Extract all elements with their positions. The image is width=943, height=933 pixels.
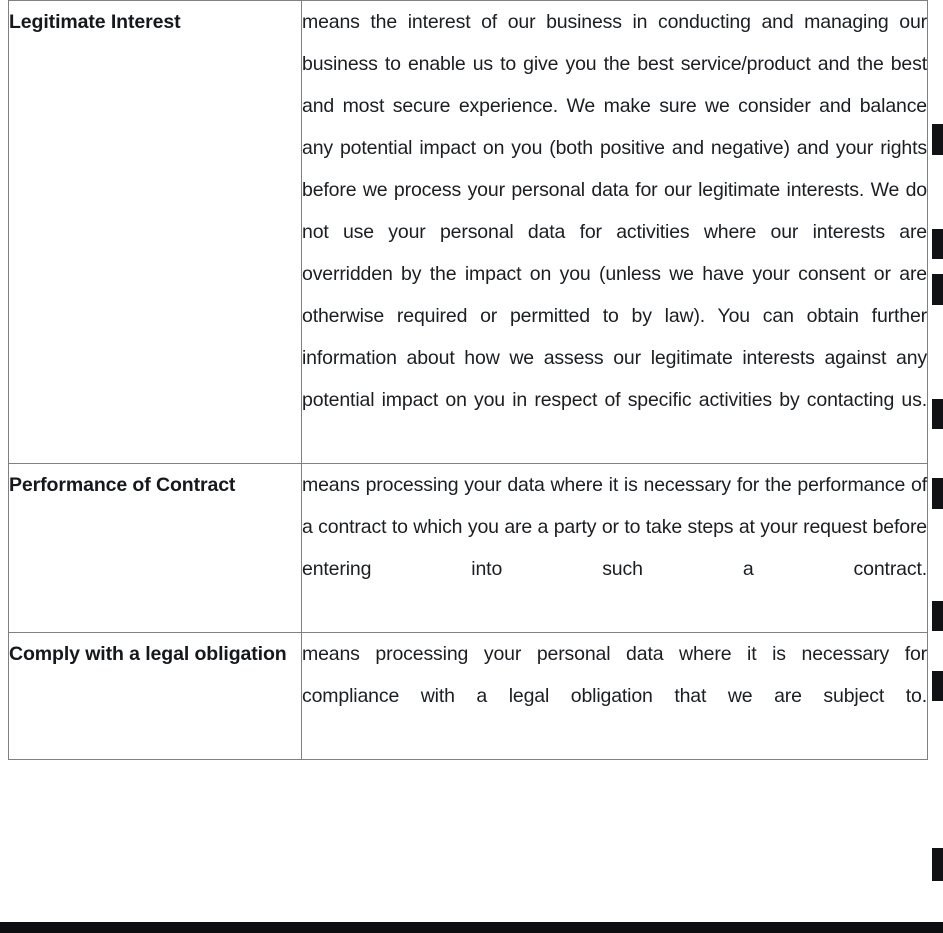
term-label: Comply with a legal obligation [9, 643, 287, 665]
definition-text: means processing your personal data where it is necessary for compliance with a legal obligation that we are subject to. [302, 643, 927, 707]
table-row [9, 464, 928, 633]
table-row [9, 633, 928, 760]
scan-artifact-column [927, 0, 943, 933]
definition-cell-legitimate-interest [302, 1, 928, 464]
page-bottom-edge-bar [0, 922, 943, 933]
term-cell-performance-of-contract [9, 464, 302, 633]
scan-artifact-mark [932, 274, 943, 305]
scan-artifact-mark [932, 124, 943, 155]
table-row [9, 1, 928, 464]
scan-artifact-mark [932, 848, 943, 881]
term-cell-legitimate-interest [9, 1, 302, 464]
term-cell-comply-with-a-legal-obligation [9, 633, 302, 760]
scan-artifact-mark [932, 671, 943, 701]
page-left-margin [0, 0, 7, 922]
definition-cell-performance-of-contract [302, 464, 928, 633]
table-body [9, 1, 928, 760]
definitions-table [8, 0, 928, 760]
definition-text: means the interest of our business in conducting and managing our business to enable us to give you the best service/product and the best and most secure experience. We make sure we consider and balance any potential impact on you (both positive and negative) and your rights before we process your personal data for our legitimate interests. We do not use your personal data for activities where our interests are overridden by the impact on you (unless we have your consent or are otherwise required or permitted to by law). You can obtain further information about how we assess our legitimate interests against any potential impact on you in respect of specific activities by contacting us. [302, 11, 927, 411]
scan-artifact-mark [932, 229, 943, 259]
scan-artifact-mark [932, 399, 943, 429]
term-label: Legitimate Interest [9, 11, 181, 33]
term-label: Performance of Contract [9, 474, 236, 496]
definition-cell-comply-with-a-legal-obligation [302, 633, 928, 760]
scan-artifact-mark [932, 601, 943, 631]
definition-text: means processing your data where it is necessary for the performance of a contract to which you are a party or to take steps at your request before entering into such a contract. [302, 474, 927, 580]
scan-artifact-mark [932, 478, 943, 509]
